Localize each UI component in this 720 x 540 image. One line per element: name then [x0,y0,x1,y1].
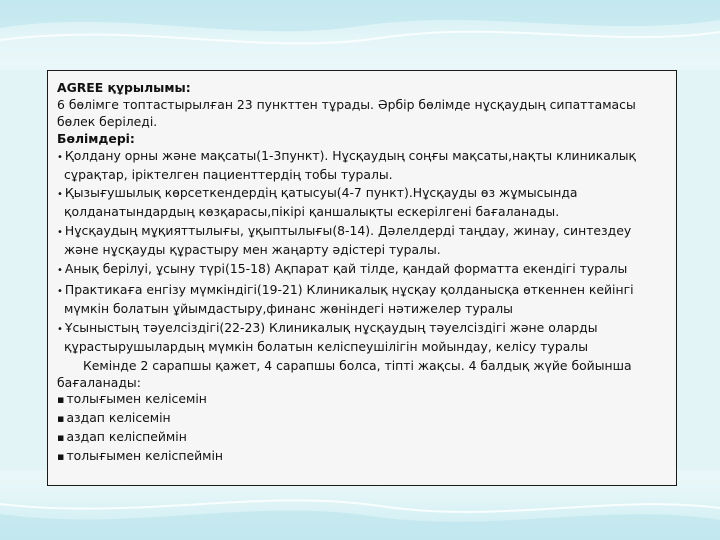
sections-heading: Бөлімдері: [57,130,135,146]
list-item: ▪ аздап келіспеймін [57,429,666,447]
list-item: ▪ толығымен келісемін [57,391,666,409]
list-item: • Қызығушылық көрсеткендердің қатысуы(4-7 пункт).Нұсқауды өз жұмысында қолданатындардың көзқарасы,пікірі қаншалықты ескерілгені бағаланады. [57,185,666,221]
list-item: • Нұсқаудың мұқияттылығы, ұқыптылығы(8-14). Дәлелдерді таңдау, жинау, синтездеу және нұсқауды құрастыру мен жаңарту әдістері туралы. [57,223,666,259]
bottom-wave-decoration [0,480,720,540]
slide-title: AGREE құрылымы: [57,80,191,95]
list-item: • Практикаға енгізу мүмкіндігі(19-21) Клиникалық нұсқау қолданысқа өткеннен кейінгі мүмкін болатын ұйымдастыру,финанс жөніндегі нәтижелер туралы [57,282,666,318]
list-item: • Қолдану орны және мақсаты(1-3пункт). Нұсқаудың соңғы мақсаты,нақты клиникалық сұрақтар, іріктелген пациенттердің тобы туралы. [57,148,666,184]
rating-note: Кемінде 2 сарапшы қажет, 4 сарапшы болса, тіпті жақсы. 4 балдық жүйе бойынша бағаланады: [57,357,632,390]
intro-text: 6 бөлімге топтастырылған 23 пункттен тұрады. Әрбір бөлімде нұсқаудың сипаттамасы бөлек беріледі. [57,96,636,129]
list-item: ▪ толығымен келіспеймін [57,448,666,466]
list-item: ▪ аздап келісемін [57,410,666,428]
rating-scale-list [57,391,666,466]
list-item: • Ұсыныстың тәуелсіздігі(22-23) Клиникалық нұсқаудың тәуелсіздігі және оларды құрастырушылардың мүмкін болатын келіспеушілігін мойындау, келісу туралы [57,320,666,356]
content-panel [47,70,677,486]
sections-list [57,148,666,356]
list-item: • Анық берілуі, ұсыну түрі(15-18) Ақпарат қай тілде, қандай форматта екендігі туралы [57,261,666,280]
top-wave-decoration [0,0,720,60]
